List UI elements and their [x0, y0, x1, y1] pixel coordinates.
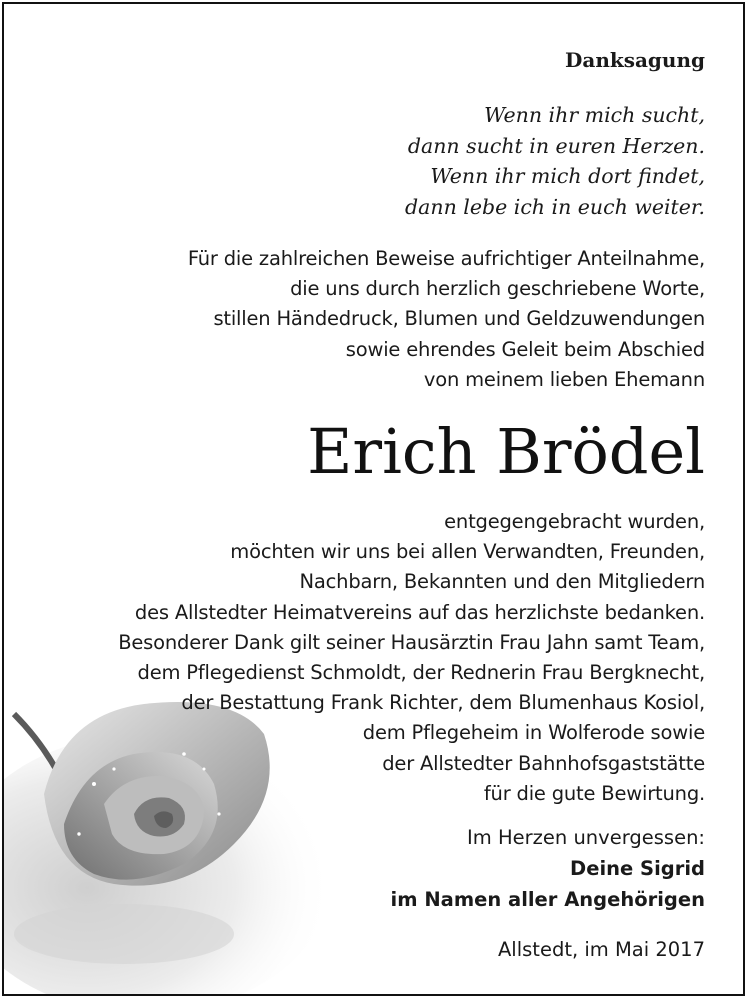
thanks-line: Nachbarn, Bekannten und den Mitgliedern — [299, 570, 705, 594]
thanks-line: möchten wir uns bei allen Verwandten, Freunden, — [230, 540, 705, 564]
signature-name: Deine Sigrid — [570, 857, 705, 880]
thanks-line: dem Pflegedienst Schmoldt, der Rednerin Frau Bergknecht, — [137, 661, 705, 685]
intro-line: sowie ehrendes Geleit beim Abschied — [345, 337, 705, 361]
poem-line: dann sucht in euren Herzen. — [407, 133, 705, 158]
obituary-card — [2, 2, 745, 996]
thanks-line: des Allstedter Heimatvereins auf das herzlichste bedanken. — [134, 600, 705, 624]
deceased-name: Erich Brödel — [307, 415, 705, 488]
signature-block — [391, 822, 705, 915]
thanks-line: für die gute Bewirtung. — [483, 781, 705, 805]
thanks-line: der Bestattung Frank Richter, dem Blumenhaus Kosiol, — [181, 691, 705, 715]
intro-line: stillen Händedruck, Blumen und Geldzuwendungen — [213, 307, 705, 331]
thanks-paragraph — [118, 507, 705, 809]
signature-intro: Im Herzen unvergessen: — [467, 826, 705, 849]
thanks-line: dem Pflegeheim in Wolferode sowie — [362, 721, 705, 745]
poem-line: Wenn ihr mich sucht, — [484, 103, 705, 127]
thanks-line: Besonderer Dank gilt seiner Hausärztin Frau Jahn samt Team, — [118, 630, 705, 654]
place-date: Allstedt, im Mai 2017 — [497, 938, 705, 961]
intro-line: Für die zahlreichen Beweise aufrichtiger Anteilnahme, — [187, 247, 705, 270]
intro-line: die uns durch herzlich geschriebene Worte, — [290, 277, 705, 301]
thanks-line: entgegengebracht wurden, — [444, 510, 705, 533]
heading: Danksagung — [565, 48, 705, 72]
intro-paragraph — [188, 244, 705, 395]
thanks-line: der Allstedter Bahnhofsgaststätte — [382, 751, 705, 775]
poem-line: Wenn ihr mich dort findet, — [430, 164, 705, 188]
poem-line: dann lebe ich in euch weiter. — [405, 194, 705, 219]
signature-family: im Namen aller Angehörigen — [390, 888, 705, 911]
intro-line: von meinem lieben Ehemann — [423, 367, 705, 391]
poem — [405, 100, 705, 222]
